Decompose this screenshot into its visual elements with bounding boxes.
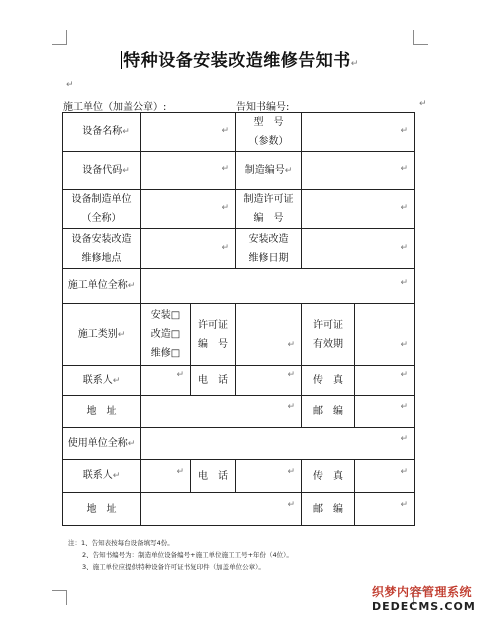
manufacturer-label: 设备制造单位 （全称） <box>63 190 141 229</box>
license-number-field[interactable]: ↵ <box>236 304 302 366</box>
device-code-field[interactable]: ↵ <box>141 152 236 190</box>
footnote-2: 2、告知书编号为：制造单位设备编号+施工单位施工工号+年份（4位）。 <box>82 551 293 559</box>
contractor-full-name-label: 施工单位全称↵ <box>63 269 141 304</box>
contractor-phone-field[interactable]: ↵ <box>236 366 302 396</box>
user-fax-label: 传 真 <box>302 460 355 493</box>
license-validity-field[interactable]: ↵ <box>355 304 415 366</box>
title-text: 特种设备安装改造维修告知书 <box>123 51 351 71</box>
contractor-contact-field[interactable]: ↵ <box>141 366 191 396</box>
contractor-fax-label: 传 真 <box>302 366 355 396</box>
work-type-label: 施工类别↵ <box>63 304 141 366</box>
watermark-brand: 织梦内容管理系统 <box>372 585 473 599</box>
user-address-field[interactable]: ↵ <box>141 493 302 526</box>
notice-number-label: 告知书编号: <box>236 102 290 113</box>
model-label: 型 号 （参数） <box>236 113 302 152</box>
install-location-label: 设备安装改造 维修地点 <box>63 229 141 269</box>
watermark-site: DEDECMS.COM <box>372 600 476 613</box>
contractor-full-name-field[interactable]: ↵ <box>141 269 415 304</box>
user-postcode-label: 邮 编 <box>302 493 355 526</box>
install-date-field[interactable]: ↵ <box>302 229 415 269</box>
manufacturer-field[interactable]: ↵ <box>141 190 236 229</box>
install-location-field[interactable]: ↵ <box>141 229 236 269</box>
crop-mark-top-left <box>52 30 67 45</box>
contractor-postcode-field[interactable]: ↵ <box>355 396 415 428</box>
license-number-label: 许可证 编 号 <box>191 304 236 366</box>
contractor-phone-label: 电 话 <box>191 366 236 396</box>
user-contact-label: 联系人↵ <box>63 460 141 493</box>
manufacture-number-label: 制造编号↵ <box>236 152 302 190</box>
crop-mark-bottom-left <box>52 590 67 605</box>
user-postcode-field[interactable]: ↵ <box>355 493 415 526</box>
user-phone-field[interactable]: ↵ <box>236 460 302 493</box>
user-unit-full-name-field[interactable]: ↵ <box>141 428 415 460</box>
contractor-fax-field[interactable]: ↵ <box>355 366 415 396</box>
footnote-1: 注：1、告知表按每台设备填写4份。 <box>68 539 174 547</box>
user-phone-label: 电 话 <box>191 460 236 493</box>
contractor-stamp-label: 施工单位（加盖公章）: <box>63 102 167 113</box>
footnote-3: 3、施工单位应提供特种设备许可证书复印件（加盖单位公章）。 <box>82 563 265 571</box>
device-name-label: 设备名称↵ <box>63 113 141 152</box>
footnotes <box>68 537 293 573</box>
license-validity-label: 许可证 有效期 <box>302 304 355 366</box>
install-date-label: 安装改造 维修日期 <box>236 229 302 269</box>
manufacture-number-field[interactable]: ↵ <box>302 152 415 190</box>
model-field[interactable]: ↵ <box>302 113 415 152</box>
user-fax-field[interactable]: ↵ <box>355 460 415 493</box>
document-page: 特种设备安装改造维修告知书↵ ↵ 施工单位（加盖公章）: 告知书编号: ↵ 设备名称↵ ↵ 型 号 （参数） ↵ 设备代码↵ ↵ 制造编号↵ ↵ 设备制造单位 （全称） ↵ 制造许可证 编 号 ↵ 设备安装改造 维修地点 ↵ 安装改造 维修日期 ↵ 施工单位全称↵ ↵ 施工类别↵ 安装□ 改造□ 维修□ 许可证 编 号 ↵ 许可证 有效期 ↵ 联系人↵ ↵ 电 话 ↵ 传 真 ↵ 地 址 ↵ 邮 编 ↵ 使用单位全称↵ ↵ 联系人↵ ↵ 电 话 ↵ 传 真 ↵ 地 址 ↵ 邮 编 ↵ 注：1、告知表按每台设备填写4份。 2、告知书编号为：制造单位设备编号+施工单位施工工号+年份（4位）。 3、施工单位应提供特种设备许可证书复印件（加盖单位公章）。 织梦内容管理系统 DEDECMS.COM <box>0 0 480 619</box>
device-code-label: 设备代码↵ <box>63 152 141 190</box>
crop-mark-top-right <box>413 30 428 45</box>
option-modify-checkbox[interactable]: 改造□ <box>150 329 181 340</box>
contractor-postcode-label: 邮 编 <box>302 396 355 428</box>
device-name-field[interactable]: ↵ <box>141 113 236 152</box>
user-unit-full-name-label: 使用单位全称↵ <box>63 428 141 460</box>
option-install-checkbox[interactable]: 安装□ <box>150 310 181 321</box>
user-address-label: 地 址 <box>63 493 141 526</box>
user-contact-field[interactable]: ↵ <box>141 460 191 493</box>
contractor-address-label: 地 址 <box>63 396 141 428</box>
paragraph-mark: ↵ <box>66 80 74 90</box>
notice-form-table <box>62 112 415 526</box>
manufacture-license-field[interactable]: ↵ <box>302 190 415 229</box>
option-repair-checkbox[interactable]: 维修□ <box>150 348 181 359</box>
document-title[interactable]: 特种设备安装改造维修告知书↵ <box>123 51 359 71</box>
contractor-contact-label: 联系人↵ <box>63 366 141 396</box>
contractor-address-field[interactable]: ↵ <box>141 396 302 428</box>
work-type-options[interactable] <box>141 304 191 366</box>
manufacture-license-label: 制造许可证 编 号 <box>236 190 302 229</box>
